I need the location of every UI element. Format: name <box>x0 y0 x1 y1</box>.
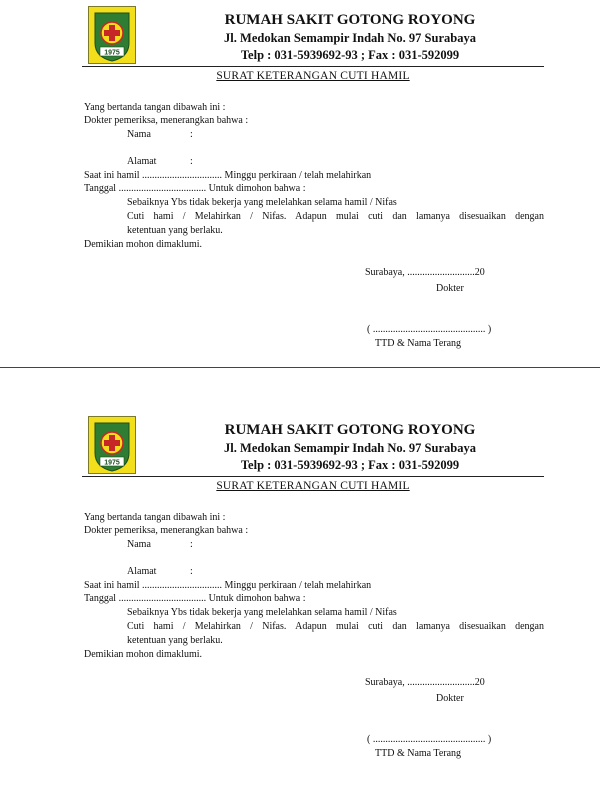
logo-year: 1975 <box>104 459 120 467</box>
hospital-name: RUMAH SAKIT GOTONG ROYONG <box>224 12 476 28</box>
closing-line: Demikian mohon dimaklumi. <box>84 239 203 250</box>
header-rule <box>82 66 544 67</box>
hospital-address: Jl. Medokan Semampir Indah No. 97 Surabaya <box>224 441 476 455</box>
date-line: Tanggal ................................... Untuk dimohon bahwa : <box>84 183 306 194</box>
hospital-emblem-icon <box>89 417 135 473</box>
signature-caption: TTD & Nama Terang <box>375 338 462 349</box>
intro-line-1: Yang bertanda tangan dibawah ini : <box>84 102 226 113</box>
logo-year: 1975 <box>104 49 120 57</box>
hospital-logo <box>88 416 136 474</box>
hospital-contact: Telp : 031-5939692-93 ; Fax : 031-592099 <box>240 48 460 62</box>
intro-line-2: Dokter pemeriksa, menerangkan bahwa : <box>84 525 249 536</box>
date-line: Tanggal ................................... Untuk dimohon bahwa : <box>84 593 306 604</box>
document-title: SURAT KETERANGAN CUTI HAMIL <box>216 480 410 492</box>
doctor-role-label: Dokter <box>436 283 464 294</box>
hospital-address: Jl. Medokan Semampir Indah No. 97 Surabaya <box>224 31 476 45</box>
pregnancy-week-line: Saat ini hamil ................................ Minggu perkiraan / telah melahirkan <box>84 580 372 591</box>
header-rule <box>82 476 544 477</box>
hospital-contact: Telp : 031-5939692-93 ; Fax : 031-592099 <box>240 458 460 472</box>
doctor-role-label: Dokter <box>436 693 464 704</box>
leave-terms-line: Cuti hami / Melahirkan / Nifas. Adapun mulai cuti dan lamanya disesuaikan dengan <box>127 211 544 222</box>
signature-line: ( ............................................. ) <box>367 734 492 745</box>
signature-caption: TTD & Nama Terang <box>375 748 462 759</box>
leave-terms-line: Cuti hami / Melahirkan / Nifas. Adapun mulai cuti dan lamanya disesuaikan dengan <box>127 621 544 632</box>
signature-line: ( ............................................. ) <box>367 324 492 335</box>
document-title: SURAT KETERANGAN CUTI HAMIL <box>216 70 410 82</box>
leave-letter-form-2 <box>0 410 600 800</box>
intro-line-2: Dokter pemeriksa, menerangkan bahwa : <box>84 115 249 126</box>
place-date-line: Surabaya, ...........................20 <box>365 267 485 278</box>
alamat-label: Alamat <box>127 566 157 577</box>
hospital-emblem-icon <box>89 7 135 63</box>
hospital-name: RUMAH SAKIT GOTONG ROYONG <box>224 422 476 438</box>
closing-line: Demikian mohon dimaklumi. <box>84 649 203 660</box>
nama-colon: : <box>190 129 193 140</box>
leave-terms-continued: ketentuan yang berlaku. <box>127 225 223 236</box>
pregnancy-week-line: Saat ini hamil ................................ Minggu perkiraan / telah melahirkan <box>84 170 372 181</box>
hospital-logo <box>88 6 136 64</box>
recommendation-line: Sebaiknya Ybs tidak bekerja yang melelahkan selama hamil / Nifas <box>127 197 397 208</box>
nama-label: Nama <box>127 539 151 550</box>
intro-line-1: Yang bertanda tangan dibawah ini : <box>84 512 226 523</box>
alamat-colon: : <box>190 156 193 167</box>
alamat-label: Alamat <box>127 156 157 167</box>
leave-letter-form-1 <box>0 0 600 390</box>
alamat-colon: : <box>190 566 193 577</box>
recommendation-line: Sebaiknya Ybs tidak bekerja yang melelahkan selama hamil / Nifas <box>127 607 397 618</box>
form-divider <box>0 367 600 368</box>
nama-label: Nama <box>127 129 151 140</box>
leave-terms-continued: ketentuan yang berlaku. <box>127 635 223 646</box>
place-date-line: Surabaya, ...........................20 <box>365 677 485 688</box>
nama-colon: : <box>190 539 193 550</box>
